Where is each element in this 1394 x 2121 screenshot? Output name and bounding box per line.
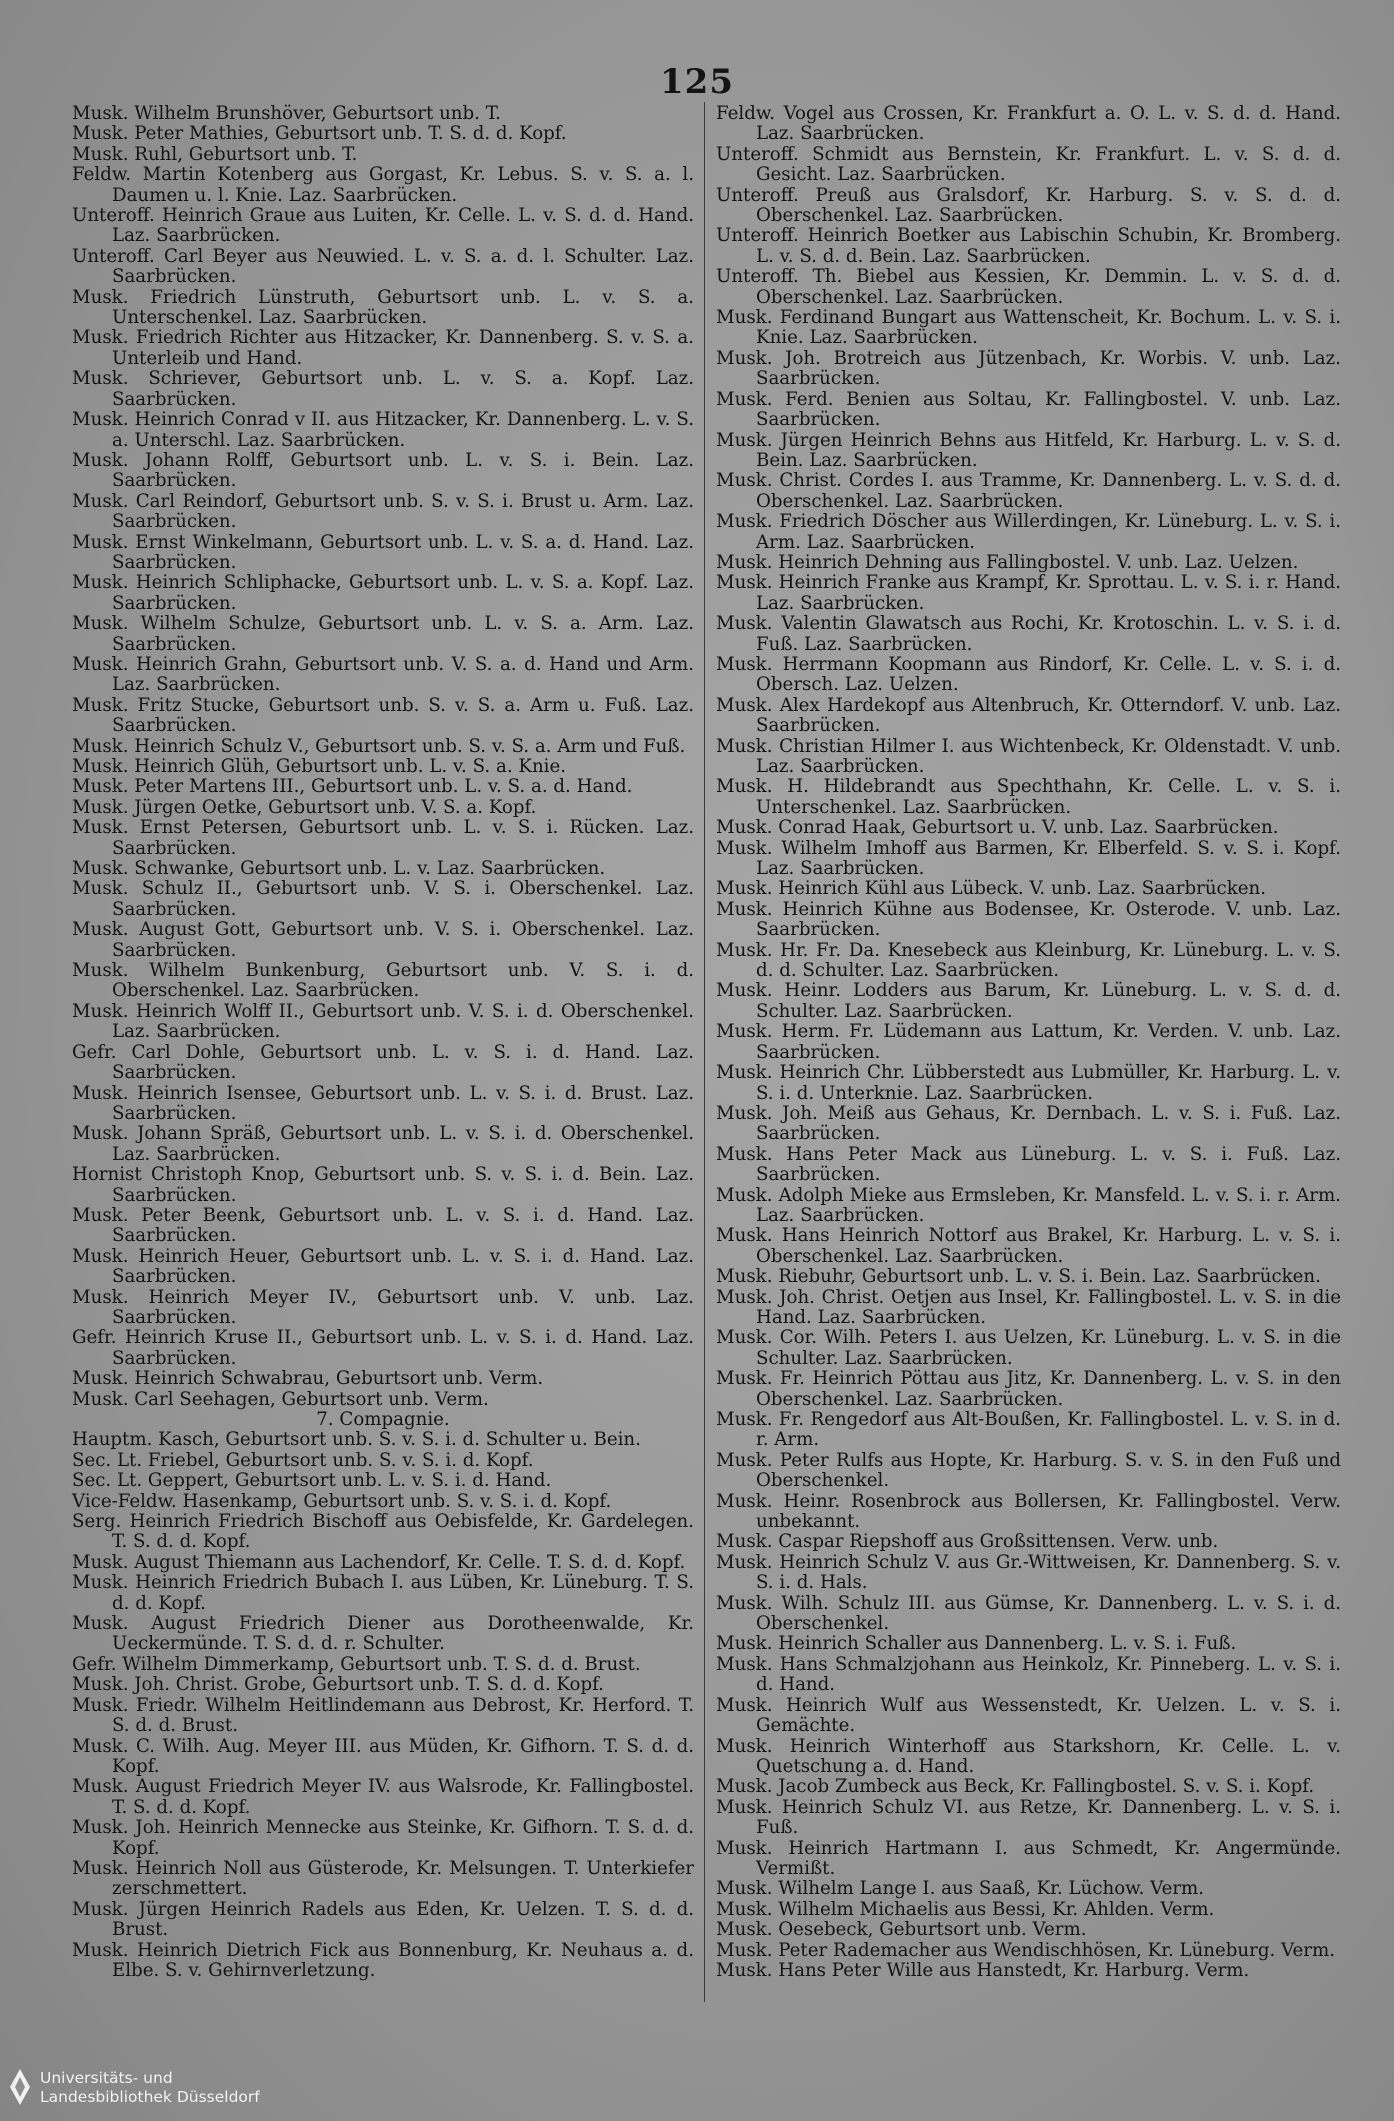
list-entry: Musk. Heinr. Rosenbrock aus Bollersen, Kr. Fallingbostel. Verw. unbekannt.: [716, 1490, 1341, 1533]
list-entry: Unteroff. Heinrich Boetker aus Labischin Schubin, Kr. Bromberg. L. v. S. d. d. Bein. Laz. Saarbrücken.: [716, 225, 1341, 267]
list-entry: Musk. Heinrich Dehning aus Fallingbostel. V. unb. Laz. Uelzen.: [716, 551, 1299, 573]
list-entry: Musk. Jürgen Heinrich Radels aus Eden, Kr. Uelzen. T. S. d. d. Brust.: [72, 1898, 694, 1941]
list-entry: Musk. Ernst Petersen, Geburtsort unb. L. v. S. i. Rücken. Laz. Saarbrücken.: [72, 817, 694, 859]
list-entry: Musk. Hr. Fr. Da. Knesebeck aus Kleinburg, Kr. Lüneburg. L. v. S. d. d. Schulter. Laz. Saarbrücken.: [716, 939, 1341, 982]
list-entry: Musk. Wilhelm Michaelis aus Bessi, Kr. Ahlden. Verm.: [716, 1898, 1215, 1920]
list-entry: Musk. Wilhelm Lange I. aus Saaß, Kr. Lüchow. Verm.: [716, 1878, 1205, 1900]
list-entry: Musk. H. Hildebrandt aus Spechthahn, Kr. Celle. L. v. S. i. Unterschenkel. Laz. Saarbrücken.: [716, 776, 1341, 818]
list-entry: Unteroff. Carl Beyer aus Neuwied. L. v. S. a. d. l. Schulter. Laz. Saarbrücken.: [72, 245, 694, 288]
library-name-line2: Landesbibliothek Düsseldorf: [40, 2088, 260, 2106]
left-column: [72, 104, 694, 1981]
list-entry: Musk. Wilh. Schulz III. aus Gümse, Kr. Dannenberg. L. v. S. i. d. Oberschenkel.: [716, 1592, 1341, 1635]
list-entry: Musk. Carl Reindorf, Geburtsort unb. S. v. S. i. Brust u. Arm. Laz. Saarbrücken.: [72, 490, 694, 533]
list-entry: Hornist Christoph Knop, Geburtsort unb. S. v. S. i. d. Bein. Laz. Saarbrücken.: [72, 1164, 694, 1206]
list-entry: Musk. August Friedrich Diener aus Dorotheenwalde, Kr. Ueckermünde. T. S. d. d. r. Schulter.: [72, 1613, 694, 1655]
list-entry: Musk. Hans Heinrich Nottorf aus Brakel, Kr. Harburg. L. v. S. i. Oberschenkel. Laz. Saarbrücken.: [716, 1225, 1341, 1267]
page-number: 125: [660, 62, 734, 102]
list-entry: Musk. August Gott, Geburtsort unb. V. S. i. Oberschenkel. Laz. Saarbrücken.: [72, 919, 694, 961]
list-entry: Musk. Peter Rademacher aus Wendischhösen, Kr. Lüneburg. Verm.: [716, 1939, 1335, 1961]
right-column: [716, 104, 1341, 1981]
list-entry: Musk. Johann Spräß, Geburtsort unb. L. v. S. i. d. Oberschenkel. Laz. Saarbrücken.: [72, 1123, 694, 1165]
list-entry: Musk. Heinrich Heuer, Geburtsort unb. L. v. S. i. d. Hand. Laz. Saarbrücken.: [72, 1245, 694, 1288]
column-divider: [704, 102, 705, 2002]
list-entry: Musk. Johann Rolff, Geburtsort unb. L. v. S. i. Bein. Laz. Saarbrücken.: [72, 449, 694, 492]
list-entry: Unteroff. Preuß aus Gralsdorf, Kr. Harburg. S. v. S. d. d. Oberschenkel. Laz. Saarbrücken.: [716, 184, 1341, 227]
list-entry: Musk. Hans Schmalzjohann aus Heinkolz, Kr. Pinneberg. L. v. S. i. d. Hand.: [716, 1653, 1341, 1696]
list-entry: Musk. Heinrich Schulz VI. aus Retze, Kr. Dannenberg. L. v. S. i. Fuß.: [716, 1796, 1341, 1839]
list-entry: Musk. Wilhelm Schulze, Geburtsort unb. L. v. S. a. Arm. Laz. Saarbrücken.: [72, 613, 694, 655]
list-entry: Musk. August Thiemann aus Lachendorf, Kr. Celle. T. S. d. d. Kopf.: [72, 1551, 686, 1573]
list-entry: Musk. Joh. Christ. Grobe, Geburtsort unb. T. S. d. d. Kopf.: [72, 1674, 604, 1696]
list-entry: Musk. Friedrich Döscher aus Willerdingen, Kr. Lüneburg. L. v. S. i. Arm. Laz. Saarbrücken.: [716, 511, 1341, 553]
list-entry: Vice-Feldw. Hasenkamp, Geburtsort unb. S. v. S. i. d. Kopf.: [72, 1490, 612, 1512]
list-entry: Feldw. Martin Kotenberg aus Gorgast, Kr. Lebus. S. v. S. a. l. Daumen u. l. Knie. Laz. Saarbrücken.: [72, 164, 694, 206]
list-entry: Sec. Lt. Friebel, Geburtsort unb. S. v. S. i. d. Kopf.: [72, 1449, 534, 1471]
list-entry: Musk. C. Wilh. Aug. Meyer III. aus Müden, Kr. Gifhorn. T. S. d. d. Kopf.: [72, 1735, 694, 1777]
list-entry: Musk. Ruhl, Geburtsort unb. T.: [72, 143, 358, 165]
list-entry: Musk. Herm. Fr. Lüdemann aus Lattum, Kr. Verden. V. unb. Laz. Saarbrücken.: [716, 1021, 1341, 1063]
list-entry: Musk. Conrad Haak, Geburtsort u. V. unb. Laz. Saarbrücken.: [716, 817, 1279, 839]
list-entry: Musk. Friedr. Wilhelm Heitlindemann aus Debrost, Kr. Herford. T. S. d. d. Brust.: [72, 1694, 694, 1737]
list-entry: Musk. Schriever, Geburtsort unb. L. v. S. a. Kopf. Laz. Saarbrücken.: [72, 368, 694, 410]
list-entry: Feldw. Vogel aus Crossen, Kr. Frankfurt a. O. L. v. S. d. d. Hand. Laz. Saarbrücken.: [716, 103, 1341, 145]
list-entry: Musk. Valentin Glawatsch aus Rochi, Kr. Krotoschin. L. v. S. i. d. Fuß. Laz. Saarbrücken.: [716, 613, 1341, 655]
list-entry: Musk. Christ. Cordes I. aus Tramme, Kr. Dannenberg. L. v. S. d. d. Oberschenkel. Laz. Saarbrücken.: [716, 470, 1341, 512]
list-entry: Musk. Heinrich Schliphacke, Geburtsort unb. L. v. S. a. Kopf. Laz. Saarbrücken.: [72, 572, 694, 614]
list-entry: Serg. Heinrich Friedrich Bischoff aus Oebisfelde, Kr. Gardelegen. T. S. d. d. Kopf.: [72, 1511, 694, 1553]
list-entry: Gefr. Wilhelm Dimmerkamp, Geburtsort unb. T. S. d. d. Brust.: [72, 1653, 641, 1675]
list-entry: Musk. Heinrich Isensee, Geburtsort unb. L. v. S. i. d. Brust. Laz. Saarbrücken.: [72, 1082, 694, 1124]
library-name-line1: Universitäts- und: [40, 2069, 173, 2087]
list-entry: Musk. Heinrich Conrad v II. aus Hitzacker, Kr. Dannenberg. L. v. S. a. Unterschl. Laz. Saarbrücken.: [72, 409, 694, 451]
list-entry: Musk. Riebuhr, Geburtsort unb. L. v. S. i. Bein. Laz. Saarbrücken.: [716, 1266, 1321, 1288]
list-entry: Musk. Alex Hardekopf aus Altenbruch, Kr. Otterndorf. V. unb. Laz. Saarbrücken.: [716, 694, 1341, 737]
list-entry: Gefr. Heinrich Kruse II., Geburtsort unb. L. v. S. i. d. Hand. Laz. Saarbrücken.: [72, 1327, 694, 1369]
list-entry: Unteroff. Th. Biebel aus Kessien, Kr. Demmin. L. v. S. d. d. Oberschenkel. Laz. Saarbrücken.: [716, 266, 1341, 308]
list-entry: Musk. Heinrich Schulz V. aus Gr.-Wittweisen, Kr. Dannenberg. S. v. S. i. d. Hals.: [716, 1551, 1341, 1594]
list-entry: Musk. Schwanke, Geburtsort unb. L. v. Laz. Saarbrücken.: [72, 858, 606, 880]
section-heading: 7. Compagnie.: [316, 1409, 450, 1430]
list-entry: Musk. Oesebeck, Geburtsort unb. Verm.: [716, 1919, 1087, 1941]
list-entry: Unteroff. Heinrich Graue aus Luiten, Kr. Celle. L. v. S. d. d. Hand. Laz. Saarbrücken.: [72, 205, 694, 247]
list-entry: Musk. Heinrich Kühl aus Lübeck. V. unb. Laz. Saarbrücken.: [716, 878, 1267, 900]
list-entry: Musk. Heinrich Glüh, Geburtsort unb. L. v. S. a. Knie.: [72, 756, 567, 777]
list-entry: Musk. Wilhelm Bunkenburg, Geburtsort unb. V. S. i. d. Oberschenkel. Laz. Saarbrücken.: [72, 960, 694, 1002]
list-entry: Musk. Hans Peter Wille aus Hanstedt, Kr. Harburg. Verm.: [716, 1959, 1250, 1981]
list-entry: Musk. Fritz Stucke, Geburtsort unb. S. v. S. a. Arm u. Fuß. Laz. Saarbrücken.: [72, 694, 694, 737]
list-entry: Musk. Cor. Wilh. Peters I. aus Uelzen, Kr. Lüneburg. L. v. S. in die Schulter. Laz. Saarbrücken.: [716, 1327, 1341, 1369]
list-entry: Musk. Heinrich Noll aus Güsterode, Kr. Melsungen. T. Unterkiefer zerschmettert.: [72, 1857, 694, 1900]
list-entry: Musk. Christian Hilmer I. aus Wichtenbeck, Kr. Oldenstadt. V. unb. Laz. Saarbrücken.: [716, 735, 1341, 777]
list-entry: Musk. Joh. Brotreich aus Jützenbach, Kr. Worbis. V. unb. Laz. Saarbrücken.: [716, 347, 1341, 390]
list-entry: Musk. Carl Seehagen, Geburtsort unb. Verm.: [72, 1388, 489, 1410]
list-entry: Musk. Heinrich Friedrich Bubach I. aus Lüben, Kr. Lüneburg. T. S. d. d. Kopf.: [72, 1572, 694, 1614]
list-entry: Musk. Wilhelm Brunshöver, Geburtsort unb. T.: [72, 103, 501, 124]
list-entry: Musk. Peter Rulfs aus Hopte, Kr. Harburg. S. v. S. in den Fuß und Oberschenkel.: [716, 1449, 1341, 1492]
list-entry: Musk. Ferdinand Bungart aus Wattenscheit, Kr. Bochum. L. v. S. i. Knie. Laz. Saarbrücken.: [716, 307, 1341, 349]
list-entry: Musk. Ferd. Benien aus Soltau, Kr. Fallingbostel. V. unb. Laz. Saarbrücken.: [716, 388, 1341, 431]
list-entry: Musk. Heinrich Wolff II., Geburtsort unb. V. S. i. d. Oberschenkel. Laz. Saarbrücken.: [72, 1000, 694, 1043]
list-entry: Musk. Jürgen Oetke, Geburtsort unb. V. S. a. Kopf.: [72, 796, 537, 818]
list-entry: Musk. August Friedrich Meyer IV. aus Walsrode, Kr. Fallingbostel. T. S. d. d. Kopf.: [72, 1776, 694, 1818]
library-footer: [0, 2051, 360, 2121]
list-entry: Musk. Joh. Christ. Oetjen aus Insel, Kr. Fallingbostel. L. v. S. in die Hand. Laz. Saarbrücken.: [716, 1286, 1341, 1328]
list-entry: Musk. Friedrich Lünstruth, Geburtsort unb. L. v. S. a. Unterschenkel. Laz. Saarbrücken.: [72, 286, 694, 329]
list-entry: Musk. Heinrich Schulz V., Geburtsort unb. S. v. S. a. Arm und Fuß.: [72, 735, 686, 757]
library-name: [40, 2069, 260, 2107]
list-entry: Musk. Jacob Zumbeck aus Beck, Kr. Fallingbostel. S. v. S. i. Kopf.: [716, 1776, 1315, 1798]
list-entry: Musk. Ernst Winkelmann, Geburtsort unb. L. v. S. a. d. Hand. Laz. Saarbrücken.: [72, 531, 694, 573]
list-entry: Gefr. Carl Dohle, Geburtsort unb. L. v. S. i. d. Hand. Laz. Saarbrücken.: [72, 1041, 694, 1084]
list-entry: Musk. Heinrich Schwabrau, Geburtsort unb. Verm.: [72, 1368, 544, 1390]
list-entry: Musk. Heinrich Hartmann I. aus Schmedt, Kr. Angermünde. Vermißt.: [716, 1837, 1341, 1879]
list-entry: Musk. Hans Peter Mack aus Lüneburg. L. v. S. i. Fuß. Laz. Saarbrücken.: [716, 1143, 1341, 1186]
list-entry: Hauptm. Kasch, Geburtsort unb. S. v. S. i. d. Schulter u. Bein.: [72, 1429, 641, 1451]
list-entry: Musk. Heinrich Grahn, Geburtsort unb. V. S. a. d. Hand und Arm. Laz. Saarbrücken.: [72, 653, 694, 696]
list-entry: Musk. Friedrich Richter aus Hitzacker, Kr. Dannenberg. S. v. S. a. Unterleib und Hand.: [72, 327, 694, 369]
ulb-logo-icon: [8, 2067, 32, 2107]
list-entry: Musk. Adolph Mieke aus Ermsleben, Kr. Mansfeld. L. v. S. i. r. Arm. Laz. Saarbrücken.: [716, 1184, 1341, 1226]
list-entry: Musk. Wilhelm Imhoff aus Barmen, Kr. Elberfeld. S. v. S. i. Kopf. Laz. Saarbrücken.: [716, 837, 1341, 880]
list-entry: Musk. Heinrich Winterhoff aus Starkshorn, Kr. Celle. L. v. Quetschung a. d. Hand.: [716, 1735, 1341, 1777]
list-entry: Musk. Heinrich Franke aus Krampf, Kr. Sprottau. L. v. S. i. r. Hand. Laz. Saarbrücken.: [716, 572, 1341, 614]
list-entry: Musk. Herrmann Koopmann aus Rindorf, Kr. Celle. L. v. S. i. d. Obersch. Laz. Uelzen.: [716, 653, 1341, 696]
list-entry: Musk. Jürgen Heinrich Behns aus Hitfeld, Kr. Harburg. L. v. S. d. Bein. Laz. Saarbrücken.: [716, 429, 1341, 471]
list-entry: Musk. Heinrich Schaller aus Dannenberg. L. v. S. i. Fuß.: [716, 1633, 1237, 1655]
list-entry: Musk. Heinr. Lodders aus Barum, Kr. Lüneburg. L. v. S. d. d. Schulter. Laz. Saarbrücken.: [716, 980, 1341, 1022]
list-entry: Musk. Schulz II., Geburtsort unb. V. S. i. Oberschenkel. Laz. Saarbrücken.: [72, 878, 694, 920]
list-entry: Sec. Lt. Geppert, Geburtsort unb. L. v. S. i. d. Hand.: [72, 1470, 552, 1492]
list-entry: Musk. Fr. Heinrich Pöttau aus Jitz, Kr. Dannenberg. L. v. S. in den Oberschenkel. Laz. Saarbrücken.: [716, 1368, 1341, 1410]
list-entry: Musk. Caspar Riepshoff aus Großsittensen. Verw. unb.: [716, 1531, 1219, 1553]
list-entry: Musk. Fr. Rengedorf aus Alt-Boußen, Kr. Fallingbostel. L. v. S. in d. r. Arm.: [716, 1409, 1341, 1451]
list-entry: Musk. Heinrich Meyer IV., Geburtsort unb. V. unb. Laz. Saarbrücken.: [72, 1286, 694, 1328]
list-entry: Musk. Peter Beenk, Geburtsort unb. L. v. S. i. d. Hand. Laz. Saarbrücken.: [72, 1204, 694, 1247]
list-entry: Musk. Heinrich Chr. Lübberstedt aus Lubmüller, Kr. Harburg. L. v. S. i. d. Unterknie. Laz. Saarbrücken.: [716, 1062, 1341, 1104]
list-entry: Musk. Heinrich Kühne aus Bodensee, Kr. Osterode. V. unb. Laz. Saarbrücken.: [716, 898, 1341, 941]
list-entry: Musk. Heinrich Dietrich Fick aus Bonnenburg, Kr. Neuhaus a. d. Elbe. S. v. Gehirnverletzung.: [72, 1939, 694, 1981]
list-entry: Musk. Heinrich Wulf aus Wessenstedt, Kr. Uelzen. L. v. S. i. Gemächte.: [716, 1694, 1341, 1737]
list-entry: Musk. Peter Mathies, Geburtsort unb. T. S. d. d. Kopf.: [72, 123, 567, 145]
list-entry: Musk. Peter Martens III., Geburtsort unb. L. v. S. a. d. Hand.: [72, 776, 633, 798]
list-entry: Unteroff. Schmidt aus Bernstein, Kr. Frankfurt. L. v. S. d. d. Gesicht. Laz. Saarbrücken.: [716, 143, 1341, 186]
list-entry: Musk. Joh. Meiß aus Gehaus, Kr. Dernbach. L. v. S. i. Fuß. Laz. Saarbrücken.: [716, 1102, 1341, 1145]
list-entry: Musk. Joh. Heinrich Mennecke aus Steinke, Kr. Gifhorn. T. S. d. d. Kopf.: [72, 1817, 694, 1859]
